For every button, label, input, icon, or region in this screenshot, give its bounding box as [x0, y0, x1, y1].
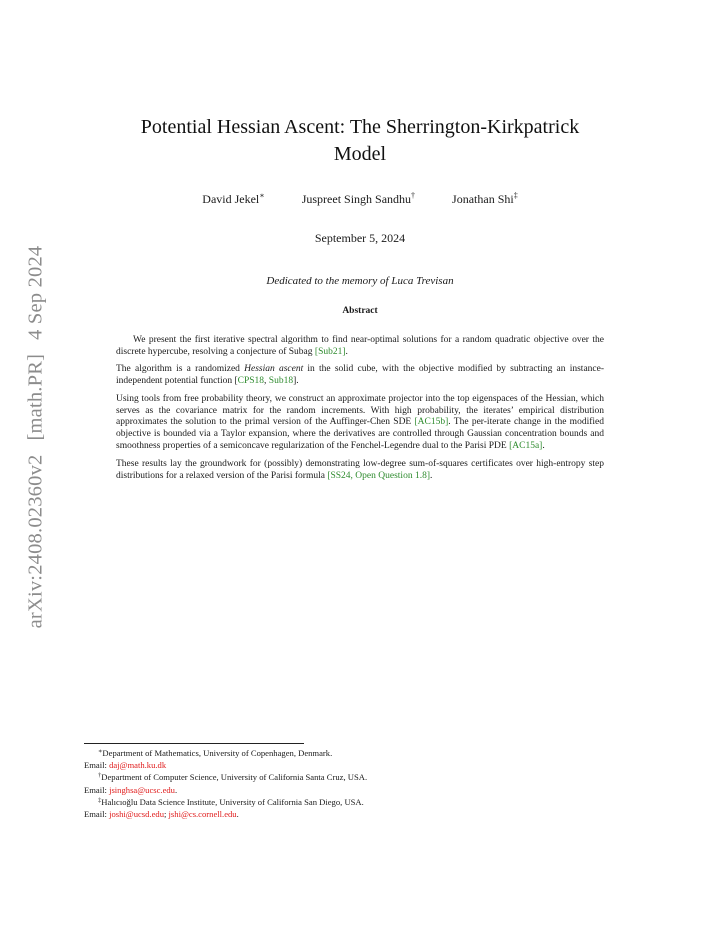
title-line-2: Model — [333, 143, 387, 165]
abstract-body — [116, 335, 604, 488]
footnotes — [84, 747, 624, 820]
author-footnote-mark: † — [411, 191, 416, 200]
abstract-paragraph-4 — [116, 459, 604, 483]
citation-link[interactable]: CPS18 — [237, 376, 265, 387]
arxiv-date: 4 Sep 2024 — [24, 245, 47, 340]
abstract-text: . — [429, 470, 433, 481]
abstract-text: . — [542, 441, 545, 452]
citation-link[interactable]: [AC15b] — [414, 417, 449, 428]
abstract-text: ]. — [293, 376, 299, 387]
author-name: David Jekel — [202, 192, 260, 206]
citation-link[interactable]: [SS24, Open Question 1.8] — [327, 470, 430, 481]
abstract-paragraph-2 — [116, 364, 604, 388]
footnote-affiliation — [84, 771, 624, 783]
abstract-text: These results lay the groundwork for (possibly) demonstrating low-degree sum-of-squares certificates over high-entropy step distributions for a relaxed version of the Parisi formula — [116, 458, 604, 481]
abstract-text: We present the first iterative spectral algorithm to find near-optimal solutions for a random quadratic objective over the discrete hypercube, resolving a conjecture of Subag — [116, 335, 604, 357]
arxiv-category: [math.PR] — [24, 353, 47, 441]
citation-link[interactable]: Sub18 — [268, 376, 294, 387]
arxiv-id: arXiv:2408.02360v2 — [24, 454, 47, 629]
email-label: Email: — [84, 809, 110, 820]
abstract-text: in the solid cube, with the objective modified by subtracting an instance-independent potential function [ — [116, 364, 605, 387]
abstract-text: Using tools from free probability theory, we construct an approximate projector into the top eigenspaces of the Hessian, which serves as the covariance matrix for the random increments. With high probability, the iterates’ empirical distribution approximates the solution to the primal version of the Auffinger-Chen SDE — [116, 393, 604, 428]
arxiv-stamp — [25, 232, 48, 629]
emphasis-text: Hessian ascent — [244, 364, 304, 375]
footnote-email — [84, 808, 624, 820]
footnote-affiliation — [84, 747, 624, 759]
abstract-text: , — [264, 376, 269, 387]
abstract-paragraph-3 — [116, 394, 604, 454]
author-3 — [452, 192, 518, 207]
author-name: Juspreet Singh Sandhu — [301, 192, 412, 206]
footnote-mark: † — [98, 772, 102, 780]
footnote-email — [84, 784, 624, 796]
dedication: Dedicated to the memory of Luca Trevisan — [266, 275, 454, 287]
footnote-affiliation — [84, 796, 624, 808]
footnote-mark: ‡ — [98, 796, 102, 804]
footnote-email — [84, 759, 624, 771]
abstract-heading: Abstract — [342, 306, 378, 316]
affiliation-text: Department of Mathematics, University of Copenhagen, Denmark. — [102, 748, 333, 758]
author-2 — [302, 192, 415, 207]
email-end: . — [174, 784, 178, 795]
email-link[interactable]: jsinghsa@ucsc.edu — [109, 784, 175, 795]
footnote-divider — [84, 743, 304, 744]
author-footnote-mark: ∗ — [259, 191, 265, 200]
paper-date: September 5, 2024 — [314, 231, 406, 245]
email-separator: ; — [164, 809, 169, 820]
citation-link[interactable]: [Sub21] — [314, 346, 346, 357]
email-label: Email: — [84, 760, 110, 771]
email-label: Email: — [84, 784, 110, 795]
author-1 — [202, 192, 264, 207]
abstract-text: . — [345, 346, 348, 357]
email-link[interactable]: joshi@ucsd.edu — [109, 809, 164, 820]
email-link[interactable]: jshi@cs.cornell.edu — [168, 809, 237, 820]
author-list — [90, 192, 630, 207]
affiliation-text: Department of Computer Science, University of California Santa Cruz, USA. — [101, 772, 368, 783]
footnote-mark: ∗ — [98, 748, 103, 755]
citation-link[interactable]: [AC15a] — [509, 441, 543, 452]
affiliation-text: Halıcıoğlu Data Science Institute, University of California San Diego, USA. — [101, 796, 364, 807]
abstract-paragraph-1 — [116, 335, 604, 359]
author-footnote-mark: ‡ — [513, 191, 518, 200]
email-end: . — [236, 809, 239, 820]
title-line-1: Potential Hessian Ascent: The Sherrington-Kirkpatrick — [140, 116, 580, 138]
abstract-text: The algorithm is a randomized — [116, 364, 245, 375]
paper-title — [90, 114, 630, 168]
email-link[interactable]: daj@math.ku.dk — [109, 760, 167, 771]
author-name: Jonathan Shi — [452, 192, 514, 206]
abstract-text: . The per-iterate change in the modified objective is bounded via a Taylor expansion, where the derivatives are controlled through Gaussian concentration bounds and smoothness properties of a semiconcave regularization of the Fenchel-Legendre dual to the Parisi PDE — [116, 417, 604, 452]
